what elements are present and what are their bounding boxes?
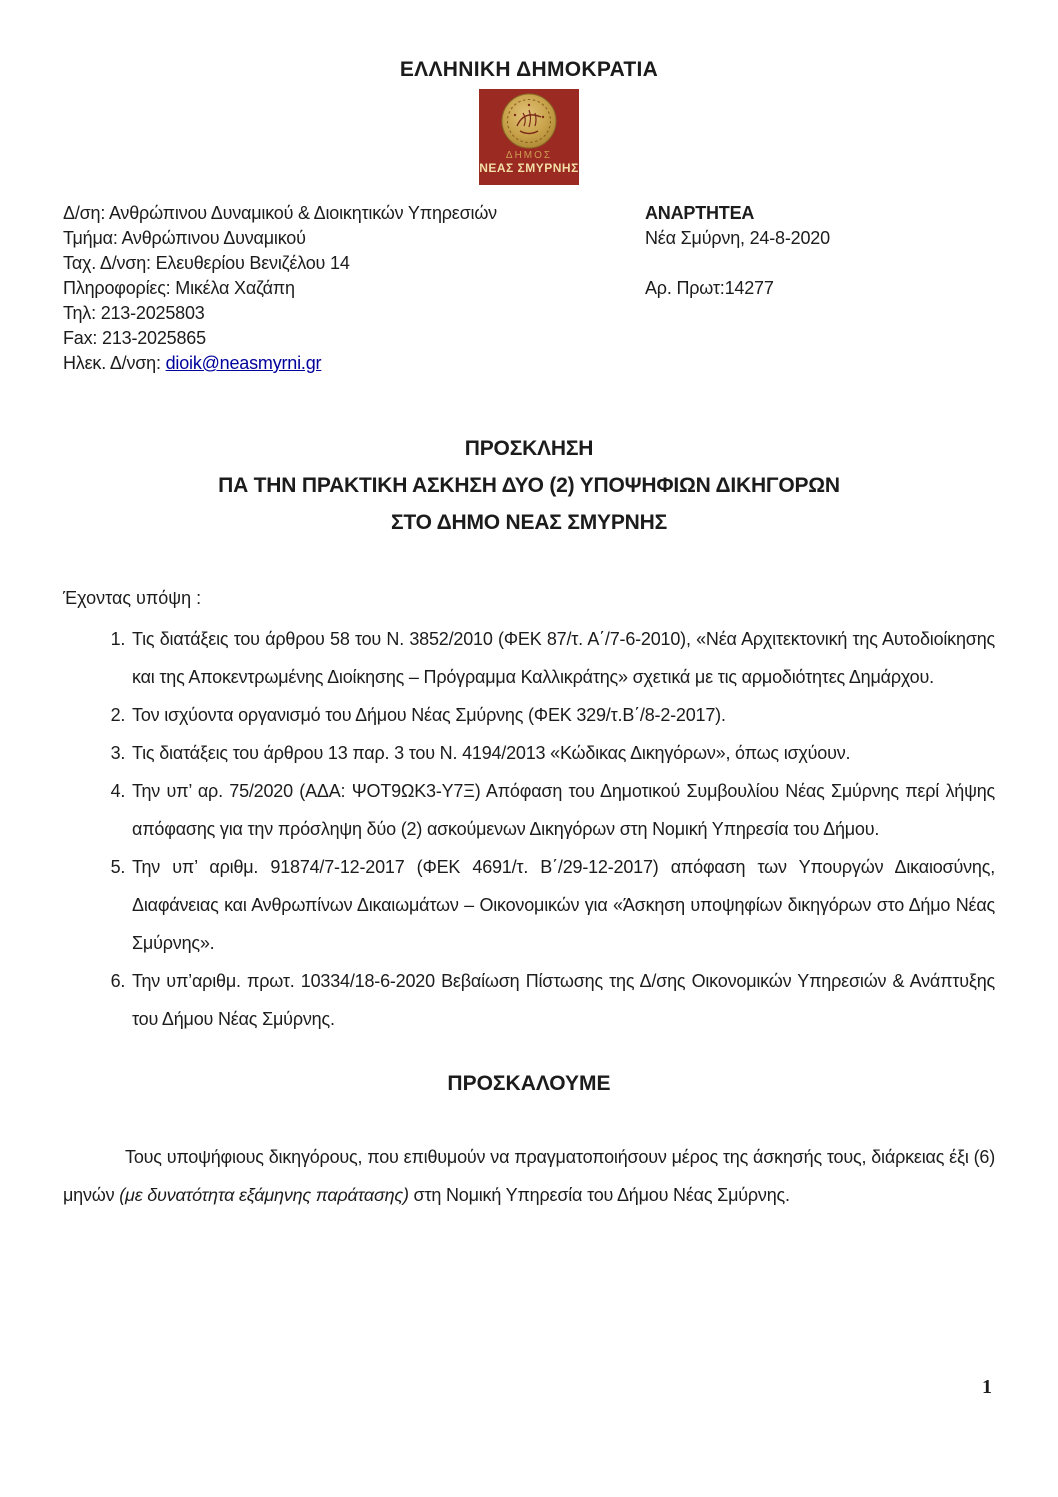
title-line-2: ΠΑ ΤΗΝ ΠΡΑΚΤΙΚΗ ΑΣΚΗΣΗ ΔΥΟ (2) ΥΠΟΨΗΦΙΩΝ ΔΙΚΗΓΟΡΩΝ bbox=[218, 474, 840, 497]
invite-paragraph-italic: (με δυνατότητα εξάμηνης παράτασης) bbox=[119, 1185, 409, 1205]
contact-line-email bbox=[63, 351, 645, 376]
title-line-3: ΣΤΟ ΔΗΜΟ ΝΕΑΣ ΣΜΥΡΝΗΣ bbox=[391, 511, 667, 534]
consideration-item-3: 3. Τις διατάξεις του άρθρου 13 παρ. 3 του Ν. 4194/2013 «Κώδικας Δικηγόρων», όπως ισχύουν. bbox=[130, 734, 995, 772]
contact-line-directorate: Δ/ση: Ανθρώπινου Δυναμικού & Διοικητικών Υπηρεσιών bbox=[63, 203, 497, 223]
contact-line-fax: Fax: 213-2025865 bbox=[63, 328, 206, 348]
page-number: 1 bbox=[982, 1376, 992, 1398]
invite-paragraph-end: στη Νομική Υπηρεσία του Δήμου Νέας Σμύρνης. bbox=[408, 1185, 790, 1205]
place-date: Νέα Σμύρνη, 24-8-2020 bbox=[645, 228, 830, 248]
title-line-1: ΠΡΟΣΚΛΗΣΗ bbox=[464, 437, 594, 460]
consideration-item-2: 2. Τον ισχύοντα οργανισμό του Δήμου Νέας Σμύρνης (ΦΕΚ 329/τ.Β΄/8-2-2017). bbox=[130, 696, 995, 734]
municipality-logo bbox=[479, 89, 579, 185]
consideration-item-1: 1. Τις διατάξεις του άρθρου 58 του Ν. 3852/2010 (ΦΕΚ 87/τ. Α΄/7-6-2010), «Νέα Αρχιτεκτονική της Αυτοδιοίκησης και της Αποκεντρωμένης Διοίκησης – Πρόγραμμα Καλλικράτης» σχετικά με τις αρμοδιότητες Δημάρχου. bbox=[130, 620, 995, 696]
consideration-item-5: 5. Την υπ’ αριθμ. 91874/7-12-2017 (ΦΕΚ 4691/τ. Β΄/29-12-2017) απόφαση των Υπουργών Δικαιοσύνης, Διαφάνειας και Ανθρωπίνων Δικαιωμάτων – Οικονομικών για «Άσκηση υποψηφίων δικηγόρων στο Δήμο Νέας Σμύρνης». bbox=[130, 848, 995, 962]
invite-paragraph bbox=[63, 1138, 995, 1214]
considerations-list bbox=[63, 620, 995, 1038]
logo-municipality-label: ΔΗΜΟΣ bbox=[505, 150, 553, 161]
consideration-item-6: 6. Την υπ’αριθμ. πρωτ. 10334/18-6-2020 Βεβαίωση Πίστωσης της Δ/σης Οικονομικών Υπηρεσιών & Ανάπτυξης του Δήμου Νέας Σμύρνης. bbox=[130, 962, 995, 1038]
document-title bbox=[63, 430, 995, 541]
municipal-seal-icon bbox=[501, 93, 557, 149]
intro-line: Έχοντας υπόψη : bbox=[63, 588, 202, 608]
contact-line-department: Τμήμα: Ανθρώπινου Δυναμικού bbox=[63, 228, 306, 248]
spacer bbox=[645, 251, 995, 276]
anartitea-label: ΑΝΑΡΤΗΤΕΑ bbox=[645, 203, 755, 223]
meta-block bbox=[645, 201, 995, 376]
consideration-item-4: 4. Την υπ’ αρ. 75/2020 (ΑΔΑ: ΨΟΤ9ΩΚ3-Υ7Ξ) Απόφαση του Δημοτικού Συμβουλίου Νέας Σμύρνης περί λήψης απόφασης για την πρόσληψη δύο (2) ασκούμενων Δικηγόρων στη Νομική Υπηρεσία του Δήμου. bbox=[130, 772, 995, 848]
letterhead-info bbox=[63, 201, 995, 376]
contact-line-information: Πληροφορίες: Μικέλα Χαζάπη bbox=[63, 278, 295, 298]
contact-line-phone: Τηλ: 213-2025803 bbox=[63, 303, 205, 323]
republic-header: ΕΛΛΗΝΙΚΗ ΔΗΜΟΚΡΑΤΙΑ bbox=[399, 58, 659, 81]
contact-line-address: Ταχ. Δ/νση: Ελευθερίου Βενιζέλου 14 bbox=[63, 253, 350, 273]
invite-heading: ΠΡΟΣΚΑΛΟΥΜΕ bbox=[447, 1072, 611, 1095]
invite-paragraph-start: Τους υποψήφιους δικηγόρους, που επιθυμούν να πραγματοποιήσουν μέρος της άσκησής τους, διάρκειας έξι (6) μηνών bbox=[63, 1147, 995, 1205]
email-link[interactable]: dioik@neasmyrni.gr bbox=[165, 353, 322, 373]
protocol-number: Αρ. Πρωτ:14277 bbox=[645, 278, 774, 298]
email-label: Ηλεκ. Δ/νση: bbox=[63, 353, 166, 373]
logo-municipality-name: ΝΕΑΣ ΣΜΥΡΝΗΣ bbox=[479, 161, 579, 175]
contact-block bbox=[63, 201, 645, 376]
